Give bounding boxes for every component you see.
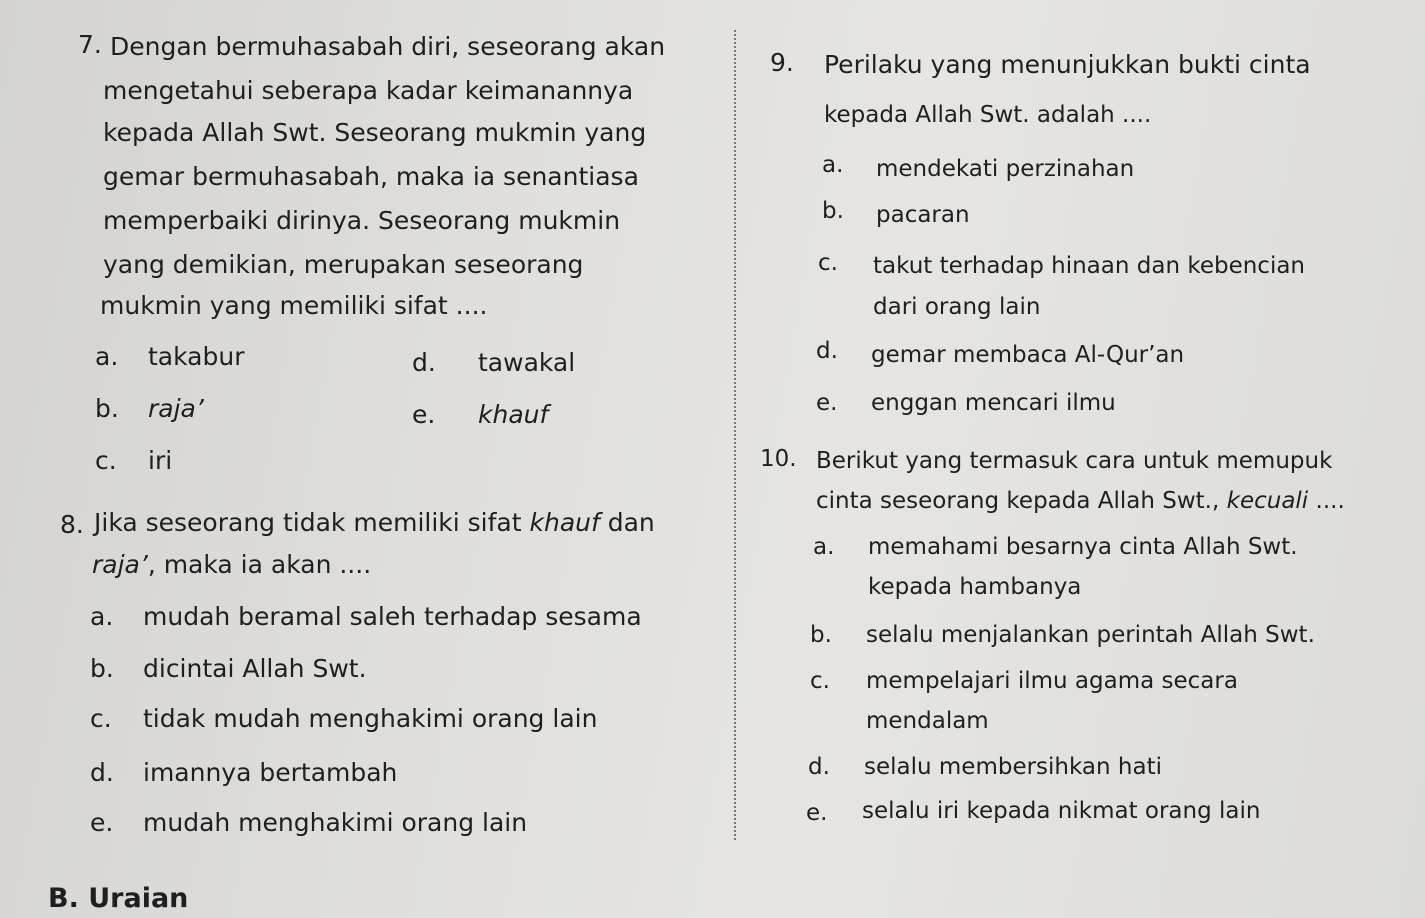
- q9-option-d-letter: d.: [816, 338, 838, 364]
- q9-number: 9.: [770, 48, 794, 77]
- q8-option-d-letter: d.: [90, 758, 114, 787]
- q10-number: 10.: [760, 446, 797, 472]
- q8-option-c-letter: c.: [90, 704, 112, 733]
- q7-option-d-letter: d.: [412, 348, 436, 377]
- q7-option-b: raja’: [148, 394, 204, 423]
- q9-option-e-letter: e.: [816, 390, 838, 416]
- q7-line-7: mukmin yang memiliki sifat ....: [100, 291, 488, 320]
- q8-option-a-letter: a.: [90, 602, 114, 631]
- q9-option-e: enggan mencari ilmu: [871, 390, 1116, 416]
- q8-option-e-letter: e.: [90, 808, 114, 837]
- column-divider: [734, 30, 736, 840]
- q9-option-c-letter: c.: [818, 250, 838, 276]
- q8-option-c: tidak mudah menghakimi orang lain: [143, 704, 598, 733]
- q10-option-b: selalu menjalankan perintah Allah Swt.: [866, 622, 1315, 648]
- q10-option-c-cont: mendalam: [866, 708, 989, 734]
- q9-line-1: Perilaku yang menunjukkan bukti cinta: [824, 50, 1311, 79]
- q7-line-5: memperbaiki dirinya. Seseorang mukmin: [103, 206, 621, 235]
- q9-option-a: mendekati perzinahan: [876, 156, 1135, 182]
- q8-line-1: Jika seseorang tidak memiliki sifat khauf dan: [94, 508, 655, 537]
- q7-option-d: tawakal: [478, 348, 576, 377]
- q9-line-2: kepada Allah Swt. adalah ....: [824, 102, 1152, 128]
- q10-line-2: cinta seseorang kepada Allah Swt., kecuali ....: [816, 488, 1345, 514]
- q7-line-1: Dengan bermuhasabah diri, seseorang akan: [110, 32, 666, 61]
- q8-option-e: mudah menghakimi orang lain: [143, 808, 528, 837]
- q7-number: 7.: [78, 30, 102, 59]
- q7-line-4: gemar bermuhasabah, maka ia senantiasa: [103, 162, 639, 191]
- q7-option-c: iri: [148, 446, 173, 475]
- q10-line-1: Berikut yang termasuk cara untuk memupuk: [816, 448, 1333, 474]
- q10-option-b-letter: b.: [810, 622, 832, 648]
- q9-option-c-cont: dari orang lain: [873, 294, 1041, 320]
- q8-option-d: imannya bertambah: [143, 758, 398, 787]
- q10-option-e-letter: e.: [806, 800, 828, 826]
- q8-option-b-letter: b.: [90, 654, 114, 683]
- q8-number: 8.: [60, 510, 84, 539]
- q10-option-d: selalu membersihkan hati: [864, 754, 1162, 780]
- q9-option-a-letter: a.: [822, 152, 844, 178]
- q8-option-b: dicintai Allah Swt.: [143, 654, 367, 683]
- q10-option-a-cont: kepada hambanya: [868, 574, 1082, 600]
- q9-option-b-letter: b.: [822, 198, 844, 224]
- q8-option-a: mudah beramal saleh terhadap sesama: [143, 602, 642, 631]
- q7-option-e-letter: e.: [412, 400, 436, 429]
- q9-option-c: takut terhadap hinaan dan kebencian: [873, 253, 1306, 279]
- q7-line-3: kepada Allah Swt. Seseorang mukmin yang: [103, 118, 647, 147]
- q10-option-a-letter: a.: [813, 534, 835, 560]
- q7-option-a-letter: a.: [95, 342, 119, 371]
- q10-option-e: selalu iri kepada nikmat orang lain: [862, 798, 1261, 824]
- q7-line-6: yang demikian, merupakan seseorang: [103, 250, 584, 279]
- q10-option-c-letter: c.: [810, 668, 830, 694]
- q9-option-b: pacaran: [876, 202, 970, 228]
- q7-option-a: takabur: [148, 342, 245, 371]
- q10-option-a: memahami besarnya cinta Allah Swt.: [868, 534, 1298, 560]
- section-heading: B. Uraian: [48, 883, 189, 914]
- q7-option-b-letter: b.: [95, 394, 119, 423]
- q10-option-c: mempelajari ilmu agama secara: [866, 668, 1238, 694]
- q7-option-c-letter: c.: [95, 446, 117, 475]
- q7-line-2: mengetahui seberapa kadar keimanannya: [103, 76, 634, 105]
- q9-option-d: gemar membaca Al-Qur’an: [871, 342, 1185, 368]
- q8-line-2: raja’, maka ia akan ....: [92, 550, 372, 579]
- q7-option-e: khauf: [478, 400, 549, 429]
- q10-option-d-letter: d.: [808, 754, 830, 780]
